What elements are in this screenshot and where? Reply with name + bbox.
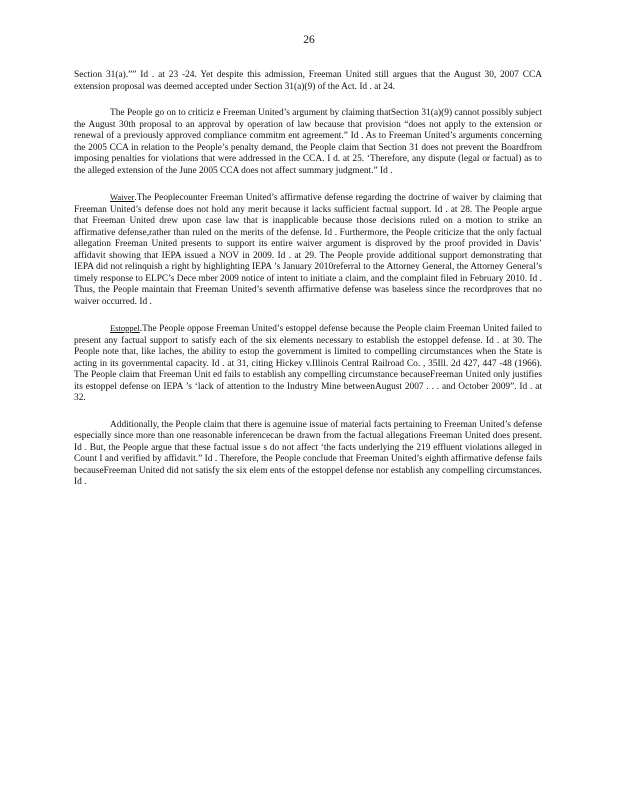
paragraph-text: The People go on to criticiz e Freeman United’s argument by claiming thatSection 31(a)(9) cannot possibly subject the August 30th proposal to an approval by operation of law because that provision “does not apply to the extension or renewal of a previously approved compliance commitm ent agreement.” Id . As to Freeman United’s arguments concerning the 2005 CCA in relation to the People’s penalty demand, the People claim that Section 31 does not prevent the Boardfrom imposing penalties for violations that were addressed in the CCA. I d. at 25. ‘Therefore, any dispute (legal or factual) as to the alleged extension of the June 2005 CCA does not affect summary judgment.” Id . (74, 108, 542, 176)
paragraph-text: .The People oppose Freeman United’s estoppel defense because the People claim Freeman United failed to present any factual support to satisfy each of the six elements necessary to establish the estoppel defense. Id . at 30. The People note that, like laches, the ability to estop the government is limited to compelling circumstances when the State is acting in its governmental capacity. Id . at 31, citing Hickey v.Illinois Central Railroad Co. , 35Ill. 2d 427, 447 -48 (1966). The People claim that Freeman Unit ed fails to establish any compelling circumstance becauseFreeman United only justifies its estoppel defense on IEPA ’s ‘lack of attention to the Industry Mine betweenAugust 2007 . . . and October 2009”. Id . at 32. (74, 324, 542, 403)
paragraph-text: .The Peoplecounter Freeman United’s affirmative defense regarding the doctrine of waiver by claiming that Freeman United’s defense does not hold any merit because it lacks sufficient factual support. Id . at 28. The People argue that Freeman United drew upon case law that is inapplicable because those decisions ruled on a motion to strike an affirmative defense,rather than ruled on the merits of the defense. Id . Furthermore, the People criticize that the only factual allegation Freeman United presents to support its entire waiver argument is disproved by the proof provided in Davis’ affidavit showing that IEPA issued a NOV in 2009. Id . at 29. The People provide additional support demonstrating that IEPA did not relinquish a right by highlighting IEPA ’s January 2010referral to the Attorney General, the Attorney General’s timely response to ELPC’s Dece mber 2009 notice of intent to initiate a claim, and the complaint filed in February 2010. Id . Thus, the People maintain that Freeman United’s seventh affirmative defense was baseless since the recordproves that no waiver occurred. Id . (74, 193, 542, 307)
paragraph (74, 108, 542, 177)
document-body (74, 70, 542, 504)
paragraph-text: Section 31(a).”” Id . at 23 -24. Yet despite this admission, Freeman United still argues that the August 30, 2007 CCA extension proposal was deemed accepted under Section 31(a)(9) of the Act. Id . at 24. (74, 70, 542, 92)
paragraph (74, 192, 542, 308)
paragraph (74, 420, 542, 489)
section-heading-waiver: Waiver (110, 192, 135, 202)
paragraph-text: Additionally, the People claim that there is agenuine issue of material facts pertaining to Freeman United’s defense especially since more than one reasonable inferencecan be drawn from the factual allegations Freeman United does present. Id . But, the People argue that these factual issue s do not affect ‘the facts underlying the 219 effluent violations alleged in Count I and verified by affidavit.” Id . Therefore, the People conclude that Freeman United’s eighth affirmative defense fails becauseFreeman United did not satisfy the six elem ents of the estoppel defense nor establish any compelling circumstances. Id . (74, 419, 542, 487)
section-heading-estoppel: Estoppel (110, 323, 140, 333)
paragraph (74, 70, 542, 93)
page-number: 26 (303, 34, 315, 46)
paragraph (74, 323, 542, 405)
